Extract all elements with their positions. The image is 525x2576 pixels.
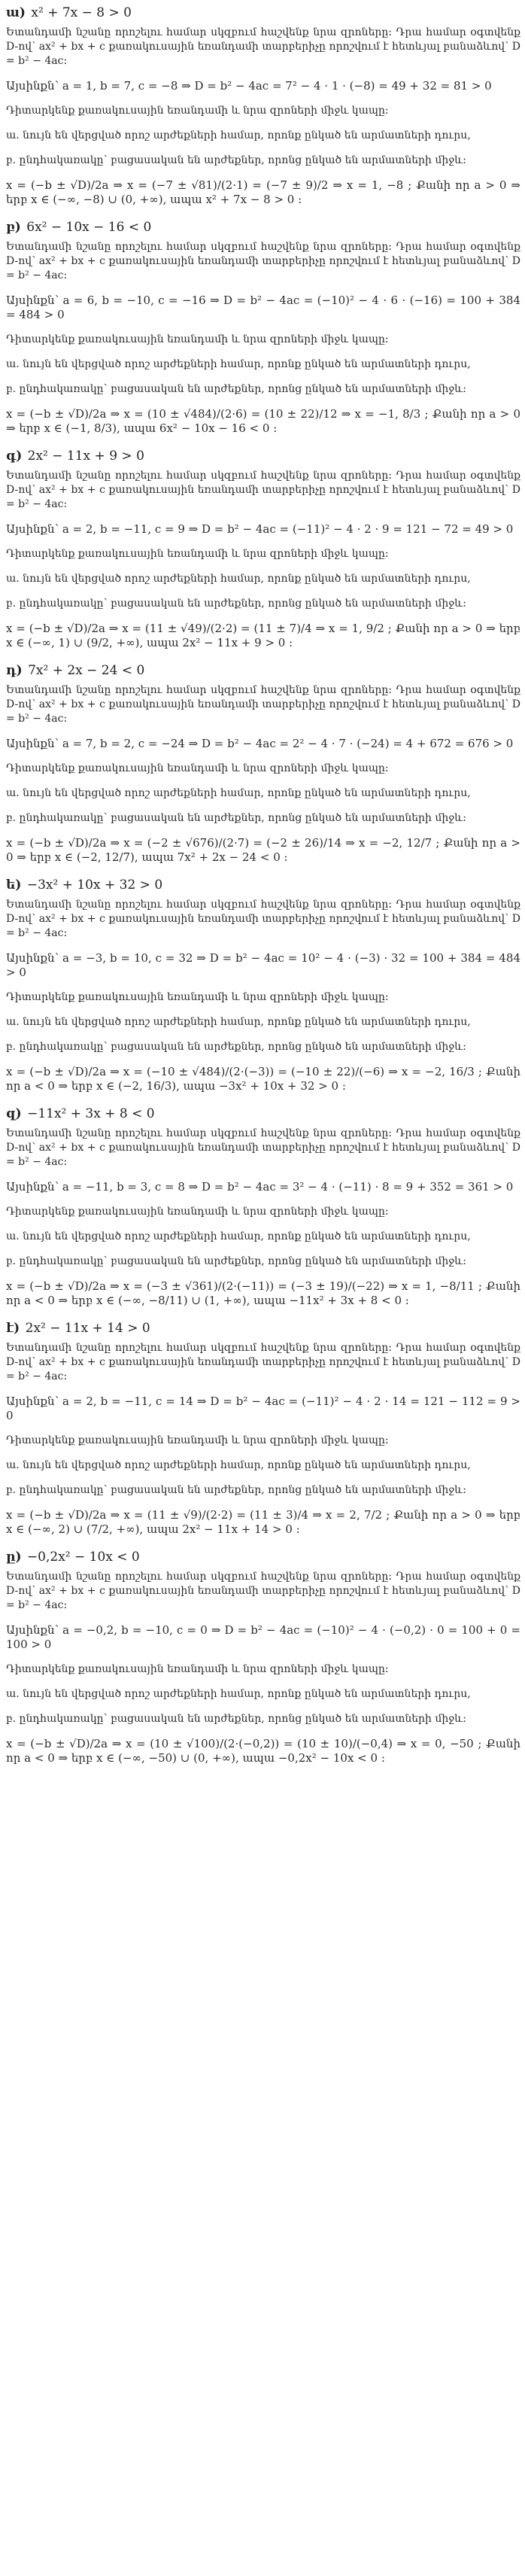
problem-block <box>6 1104 520 1308</box>
solution-lead: Այսինքն՝ <box>6 1180 59 1194</box>
negative-note: բ. ընդհակառակը՝ բացասական են արժեքներ, որոնց ընկած են արմատների միջև: <box>6 1484 466 1496</box>
discriminant-intro: Ետանդամի նշանը որոշելու համար սկզբում հաշվենք նրա զրոները: Դրա համար օգտվենք D-ով՝ ax² + bx + c քառակուսային եռանդամի տարբերիչը որոշվում է հետևյալ բանաձևով՝ D = b² − 4ac: <box>6 899 520 939</box>
problem-label: դ) <box>6 663 23 678</box>
roots-text: x = (−b ± √D)/2a ⇒ x = (−10 ± √484)/(2·(−3)) = (−10 ± 22)/(−6) ⇒ x = −2, 16/3 ; Քանի որ a < 0 ⇒ երբ x ∈ (−2, 16/3), ապա −3x² + 10x + 32 > 0 : <box>6 1065 520 1093</box>
roots-text: x = (−b ± √D)/2a ⇒ x = (10 ± √484)/(2·6) = (10 ± 22)/12 ⇒ x = −1, 8/3 ; Քանի որ a > 0 ⇒ երբ x ∈ (−1, 8/3), ապա 6x² − 10x − 16 < 0 : <box>6 407 520 435</box>
problem-inequality: 6x² − 10x − 16 < 0 <box>26 220 152 235</box>
coefficients-text: a = 2, b = −11, c = 9 ⇒ D = b² − 4ac = (−11)² − 4 · 2 · 9 = 121 − 72 = 49 > 0 <box>62 522 514 536</box>
coefficients-text: a = 1, b = 7, c = −8 ⇒ D = b² − 4ac = 7² − 4 · 1 · (−8) = 49 + 32 = 81 > 0 <box>62 79 492 93</box>
problem-heading <box>6 1547 520 1567</box>
negative-note: բ. ընդհակառակը՝ բացասական են արժեքներ, որոնց ընկած են արմատների միջև: <box>6 812 466 824</box>
explanation-text: Դիտարկենք քառակուսային եռանդամի և նրա զրոների միջև կապը: <box>6 548 389 560</box>
problem-block <box>6 1547 520 1765</box>
negative-note: բ. ընդհակառակը՝ բացասական են արժեքներ, որոնց ընկած են արմատների միջև: <box>6 1255 466 1267</box>
explanation-text: Դիտարկենք քառակուսային եռանդամի և նրա զրոների միջև կապը: <box>6 1663 389 1675</box>
positive-note: ա. նույն են վերցված որոշ արժեքների համար, որոնք ընկած են արմատների դուրս, <box>6 787 471 799</box>
roots-text: x = (−b ± √D)/2a ⇒ x = (−3 ± √361)/(2·(−11)) = (−3 ± 19)/(−22) ⇒ x = 1, −8/11 ; Քանի որ a < 0 ⇒ երբ x ∈ (−∞, −8/11) ∪ (1, +∞), ապա −11x² + 3x + 8 < 0 : <box>6 1279 520 1307</box>
problem-inequality: x² + 7x − 8 > 0 <box>31 5 132 20</box>
problem-label: ա) <box>6 5 26 20</box>
positive-note: ա. նույն են վերցված որոշ արժեքների համար, որոնք ընկած են արմատների դուրս, <box>6 1230 471 1242</box>
solution-lead: Այսինքն՝ <box>6 293 59 307</box>
coefficients-text: a = 7, b = 2, c = −24 ⇒ D = b² − 4ac = 2² − 4 · 7 · (−24) = 4 + 672 = 676 > 0 <box>62 737 514 750</box>
roots-line <box>6 622 520 650</box>
problem-block <box>6 446 520 650</box>
positive-note: ա. նույն են վերցված որոշ արժեքների համար, որոնք ընկած են արմատների դուրս, <box>6 129 471 141</box>
positive-note: ա. նույն են վերցված որոշ արժեքների համար, որոնք ընկած են արմատների դուրս, <box>6 1688 471 1700</box>
solution-lead: Այսինքն՝ <box>6 79 59 93</box>
problem-label: է) <box>6 1321 20 1336</box>
problem-heading <box>6 217 520 237</box>
coefficients-line <box>6 1180 520 1194</box>
discriminant-intro: Ետանդամի նշանը որոշելու համար սկզբում հաշվենք նրա զրոները: Դրա համար օգտվենք D-ով՝ ax² + bx + c քառակուսային եռանդամի տարբերիչը որոշվում է հետևյալ բանաձևով՝ D = b² − 4ac: <box>6 26 520 67</box>
negative-note: բ. ընդհակառակը՝ բացասական են արժեքներ, որոնց ընկած են արմատների միջև: <box>6 1041 466 1053</box>
positive-note: ա. նույն են վերցված որոշ արժեքների համար, որոնք ընկած են արմատների դուրս, <box>6 358 471 370</box>
problem-block <box>6 217 520 436</box>
positive-note: ա. նույն են վերցված որոշ արժեքների համար, որոնք ընկած են արմատների դուրս, <box>6 1016 471 1028</box>
explanation-text: Դիտարկենք քառակուսային եռանդամի և նրա զրոների միջև կապը: <box>6 1434 389 1446</box>
problem-inequality: −11x² + 3x + 8 < 0 <box>27 1106 155 1121</box>
coefficients-text: a = −11, b = 3, c = 8 ⇒ D = b² − 4ac = 3² − 4 · (−11) · 8 = 9 + 352 = 361 > 0 <box>62 1180 514 1194</box>
explanation-text: Դիտարկենք քառակուսային եռանդամի և նրա զրոների միջև կապը: <box>6 1206 389 1218</box>
discriminant-intro: Ետանդամի նշանը որոշելու համար սկզբում հաշվենք նրա զրոները: Դրա համար օգտվենք D-ով՝ ax² + bx + c քառակուսային եռանդամի տարբերիչը որոշվում է հետևյալ բանաձևով՝ D = b² − 4ac: <box>6 1571 520 1611</box>
problem-inequality: −0,2x² − 10x < 0 <box>26 1550 140 1565</box>
coefficients-line <box>6 293 520 322</box>
negative-note: բ. ընդհակառակը՝ բացասական են արժեքներ, որոնց ընկած են արմատների միջև: <box>6 383 466 395</box>
negative-note: բ. ընդհակառակը՝ բացասական են արժեքներ, որոնց ընկած են արմատների միջև: <box>6 154 466 166</box>
problem-inequality: 2x² − 11x + 14 > 0 <box>25 1321 150 1336</box>
negative-note: բ. ընդհակառակը՝ բացասական են արժեքներ, որոնց ընկած են արմատների միջև: <box>6 598 466 610</box>
problem-label: գ) <box>6 449 23 464</box>
roots-text: x = (−b ± √D)/2a ⇒ x = (−7 ± √81)/(2·1) = (−7 ± 9)/2 ⇒ x = 1, −8 ; Քանի որ a > 0 ⇒ երբ x ∈ (−∞, −8) ∪ (0, +∞), ապա x² + 7x − 8 > 0 : <box>6 178 520 206</box>
discriminant-intro: Ետանդամի նշանը որոշելու համար սկզբում հաշվենք նրա զրոները: Դրա համար օգտվենք D-ով՝ ax² + bx + c քառակուսային եռանդամի տարբերիչը որոշվում է հետևյալ բանաձևով՝ D = b² − 4ac: <box>6 470 520 510</box>
problem-heading <box>6 1318 520 1338</box>
problem-block <box>6 1318 520 1537</box>
coefficients-text: a = −3, b = 10, c = 32 ⇒ D = b² − 4ac = 10² − 4 · (−3) · 32 = 100 + 384 = 484 > 0 <box>6 951 520 979</box>
roots-line <box>6 1737 520 1765</box>
solution-lead: Այսինքն՝ <box>6 522 59 536</box>
problem-label: ը) <box>6 1550 22 1565</box>
coefficients-text: a = 2, b = −11, c = 14 ⇒ D = b² − 4ac = (−11)² − 4 · 2 · 14 = 121 − 112 = 9 > 0 <box>6 1394 520 1422</box>
problem-inequality: 7x² + 2x − 24 < 0 <box>28 663 145 678</box>
problem-label: բ) <box>6 220 21 235</box>
explanation-text: Դիտարկենք քառակուսային եռանդամի և նրա զրոների միջև կապը: <box>6 991 389 1003</box>
problem-heading <box>6 446 520 466</box>
roots-text: x = (−b ± √D)/2a ⇒ x = (10 ± √100)/(2·(−0,2)) = (10 ± 10)/(−0,4) ⇒ x = 0, −50 ; Քանի որ a < 0 ⇒ երբ x ∈ (−∞, −50) ∪ (0, +∞), ապա −0,2x² − 10x < 0 : <box>6 1737 520 1765</box>
roots-line <box>6 178 520 207</box>
solution-lead: Այսինքն՝ <box>6 1394 59 1408</box>
problem-label: զ) <box>6 1106 22 1121</box>
coefficients-text: a = 6, b = −10, c = −16 ⇒ D = b² − 4ac = (−10)² − 4 · 6 · (−16) = 100 + 384 = 484 > 0 <box>6 293 520 321</box>
problem-block <box>6 3 520 207</box>
problem-inequality: 2x² − 11x + 9 > 0 <box>27 449 144 464</box>
roots-text: x = (−b ± √D)/2a ⇒ x = (11 ± √49)/(2·2) = (11 ± 7)/4 ⇒ x = 1, 9/2 ; Քանի որ a > 0 ⇒ երբ x ∈ (−∞, 1) ∪ (9/2, +∞), ապա 2x² − 11x + 9 > 0 : <box>6 622 520 649</box>
problem-heading <box>6 1104 520 1124</box>
discriminant-intro: Ետանդամի նշանը որոշելու համար սկզբում հաշվենք նրա զրոները: Դրա համար օգտվենք D-ով՝ ax² + bx + c քառակուսային եռանդամի տարբերիչը որոշվում է հետևյալ բանաձևով՝ D = b² − 4ac: <box>6 1127 520 1168</box>
roots-line <box>6 1508 520 1537</box>
coefficients-line <box>6 1623 520 1652</box>
problem-block <box>6 875 520 1093</box>
roots-line <box>6 407 520 436</box>
problem-block <box>6 661 520 865</box>
positive-note: ա. նույն են վերցված որոշ արժեքների համար, որոնք ընկած են արմատների դուրս, <box>6 573 471 585</box>
problem-inequality: −3x² + 10x + 32 > 0 <box>26 877 163 893</box>
problem-heading <box>6 3 520 23</box>
coefficients-line <box>6 737 520 751</box>
problem-heading <box>6 875 520 895</box>
explanation-text: Դիտարկենք քառակուսային եռանդամի և նրա զրոների միջև կապը: <box>6 333 389 345</box>
roots-line <box>6 836 520 865</box>
positive-note: ա. նույն են վերցված որոշ արժեքների համար, որոնք ընկած են արմատների դուրս, <box>6 1459 471 1471</box>
discriminant-intro: Ետանդամի նշանը որոշելու համար սկզբում հաշվենք նրա զրոները: Դրա համար օգտվենք D-ով՝ ax² + bx + c քառակուսային եռանդամի տարբերիչը որոշվում է հետևյալ բանաձևով՝ D = b² − 4ac: <box>6 241 520 281</box>
roots-text: x = (−b ± √D)/2a ⇒ x = (11 ± √9)/(2·2) = (11 ± 3)/4 ⇒ x = 2, 7/2 ; Քանի որ a > 0 ⇒ երբ x ∈ (−∞, 2) ∪ (7/2, +∞), ապա 2x² − 11x + 14 > 0 : <box>6 1508 520 1536</box>
problem-list <box>6 3 520 1765</box>
negative-note: բ. ընդհակառակը՝ բացասական են արժեքներ, որոնց ընկած են արմատների միջև: <box>6 1713 466 1725</box>
coefficients-text: a = −0,2, b = −10, c = 0 ⇒ D = b² − 4ac = (−10)² − 4 · (−0,2) · 0 = 100 + 0 = 100 > 0 <box>6 1623 520 1651</box>
solution-lead: Այսինքն՝ <box>6 737 59 750</box>
solution-lead: Այսինքն՝ <box>6 1623 59 1637</box>
explanation-text: Դիտարկենք քառակուսային եռանդամի և նրա զրոների միջև կապը: <box>6 762 389 774</box>
coefficients-line <box>6 79 520 93</box>
coefficients-line <box>6 1394 520 1423</box>
problem-label: ե) <box>6 877 22 893</box>
roots-text: x = (−b ± √D)/2a ⇒ x = (−2 ± √676)/(2·7) = (−2 ± 26)/14 ⇒ x = −2, 12/7 ; Քանի որ a > 0 ⇒ երբ x ∈ (−2, 12/7), ապա 7x² + 2x − 24 < 0 : <box>6 836 520 864</box>
roots-line <box>6 1065 520 1093</box>
coefficients-line <box>6 522 520 537</box>
roots-line <box>6 1279 520 1308</box>
coefficients-line <box>6 951 520 980</box>
problem-heading <box>6 661 520 680</box>
discriminant-intro: Ետանդամի նշանը որոշելու համար սկզբում հաշվենք նրա զրոները: Դրա համար օգտվենք D-ով՝ ax² + bx + c քառակուսային եռանդամի տարբերիչը որոշվում է հետևյալ բանաձևով՝ D = b² − 4ac: <box>6 1342 520 1382</box>
solution-lead: Այսինքն՝ <box>6 951 59 965</box>
explanation-text: Դիտարկենք քառակուսային եռանդամի և նրա զրոների միջև կապը: <box>6 105 389 117</box>
discriminant-intro: Ետանդամի նշանը որոշելու համար սկզբում հաշվենք նրա զրոները: Դրա համար օգտվենք D-ով՝ ax² + bx + c քառակուսային եռանդամի տարբերիչը որոշվում է հետևյալ բանաձևով՝ D = b² − 4ac: <box>6 684 520 725</box>
